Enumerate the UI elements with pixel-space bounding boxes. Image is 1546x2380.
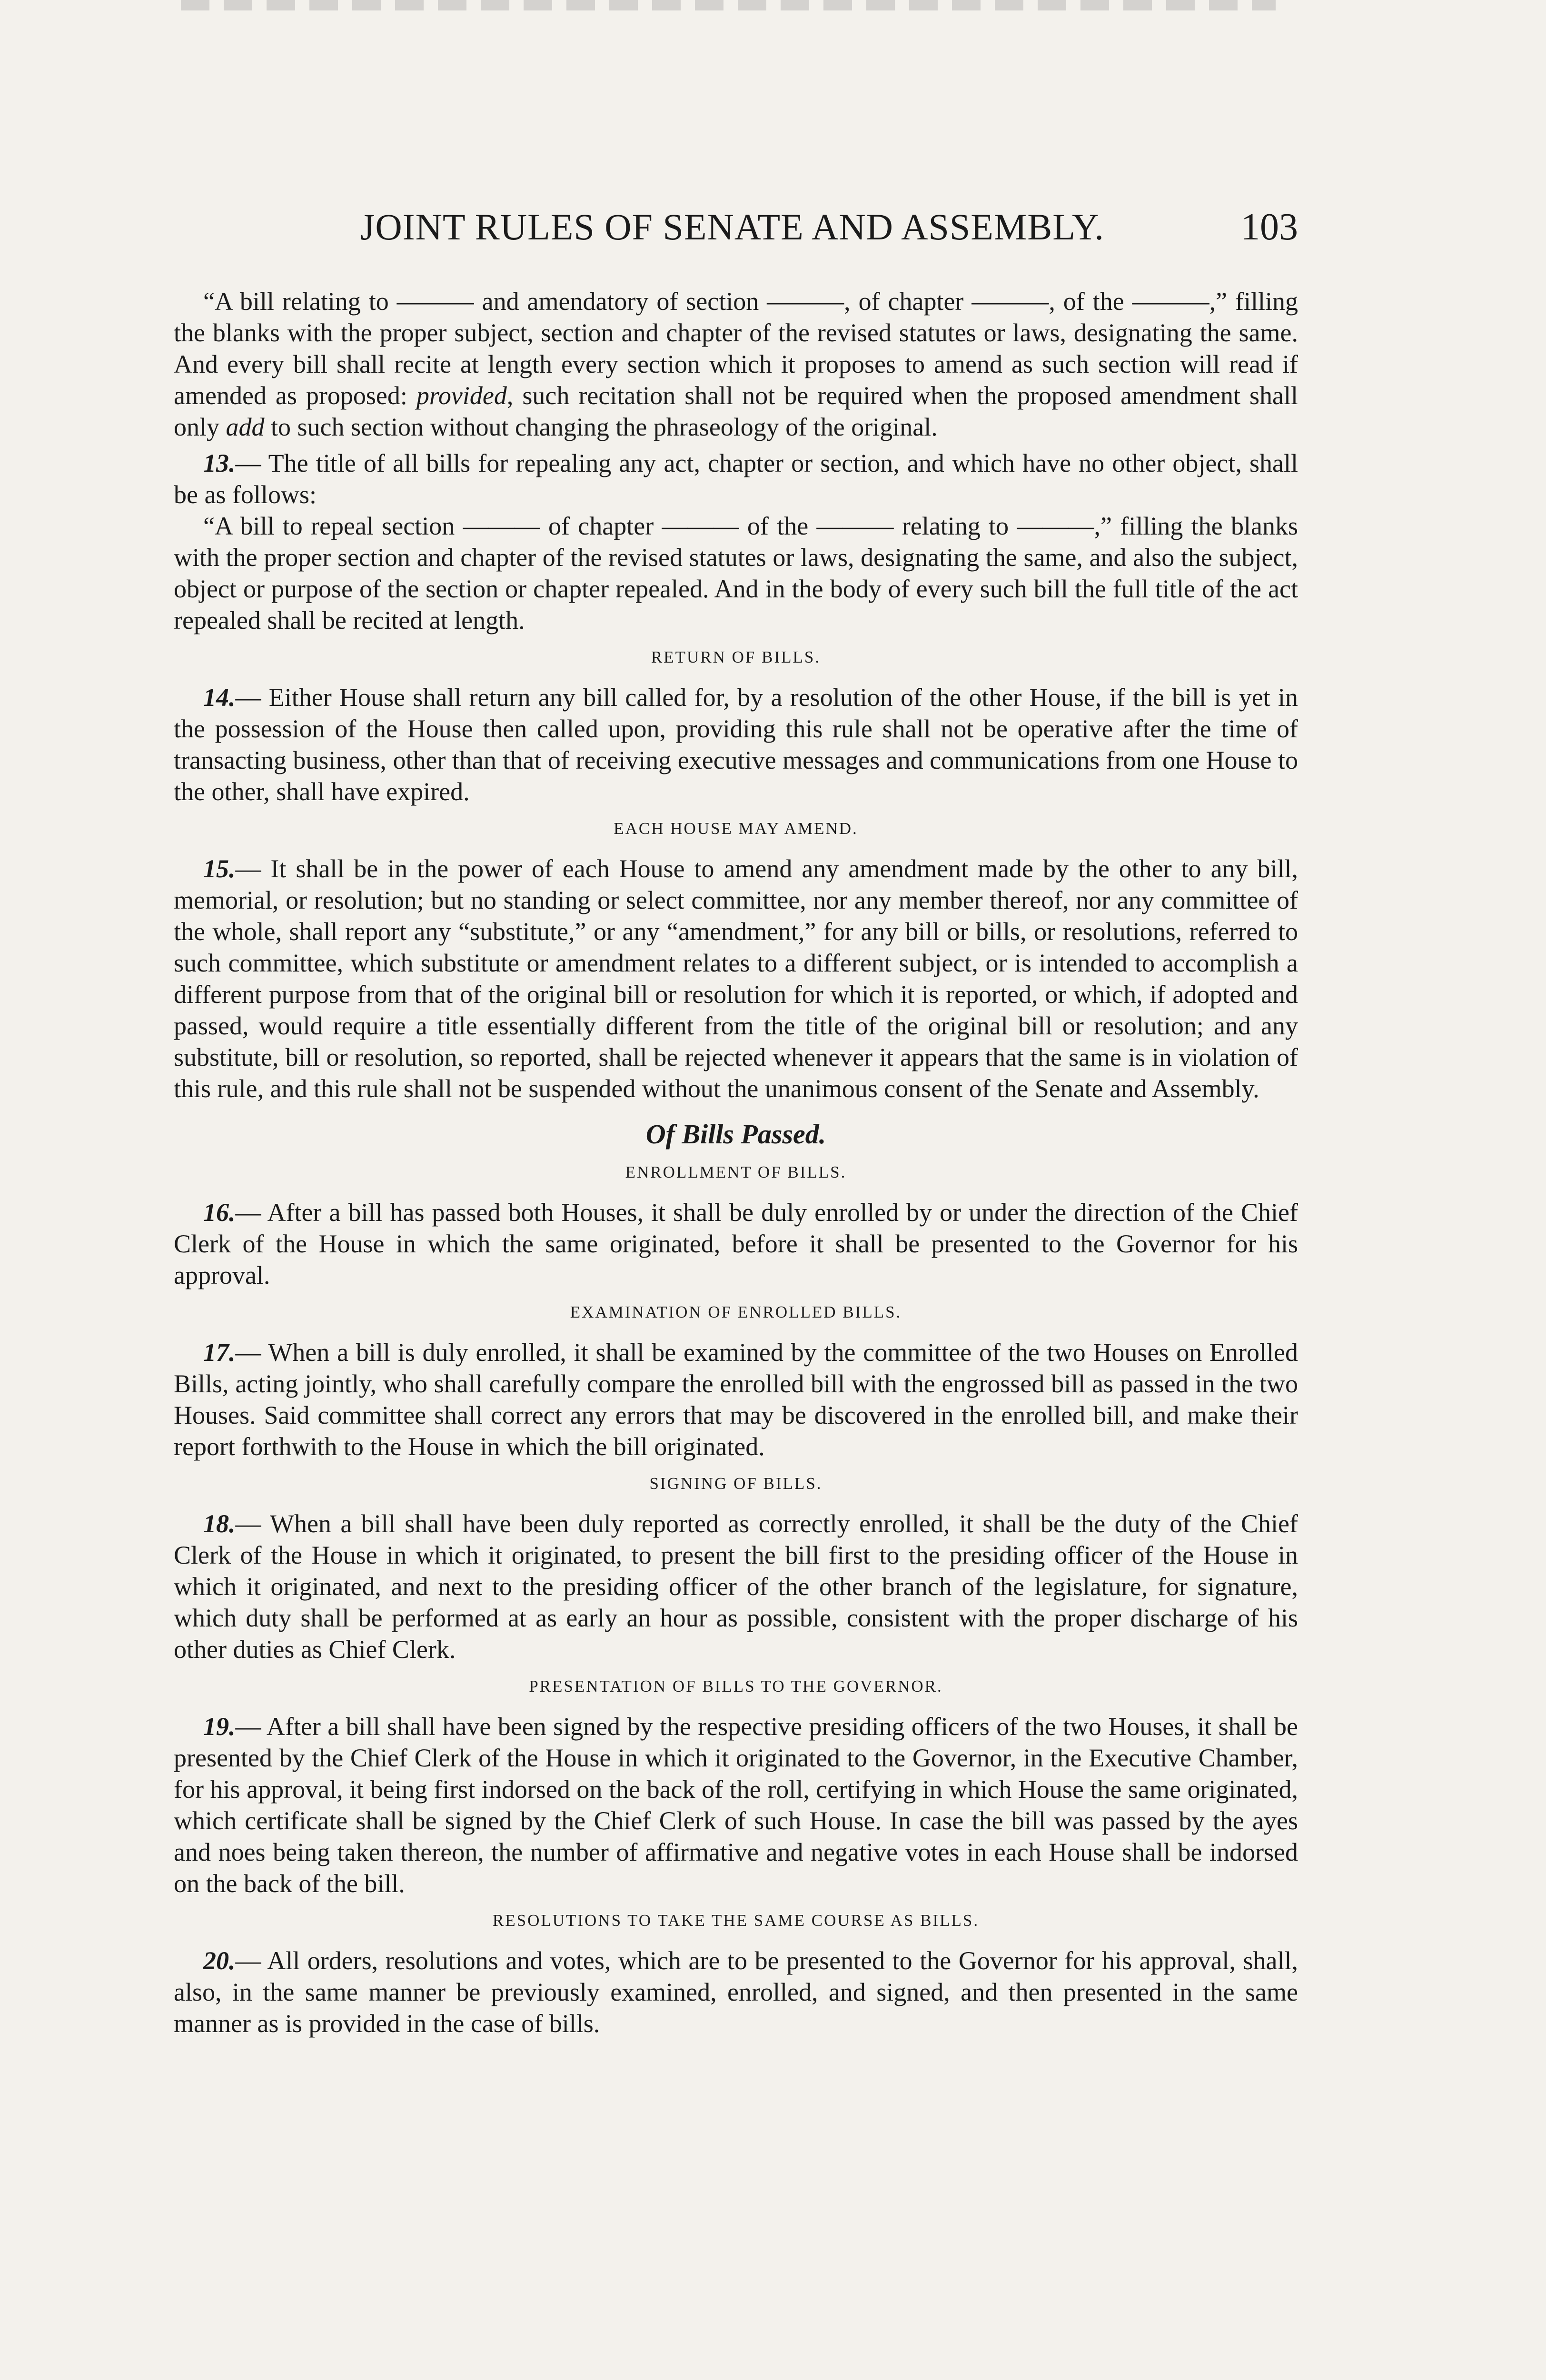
running-head: JOINT RULES OF SENATE AND ASSEMBLY. xyxy=(360,206,1104,248)
rule-19-text: — After a bill shall have been signed by the respective presiding officers of the two Houses, it shall be presented by the Chief Clerk of the House in which it originated to the Governor, in the Executive Chamber, for his approval, it being first indorsed on the back of the roll, certifying in which House the same originated, which certificate shall be signed by the Chief Clerk of such House. In case the bill was passed by the ayes and noes being taken thereon, the number of affirmative and negative votes in each House shall be indorsed on the back of the bill. xyxy=(174,1712,1298,1898)
page-number: 103 xyxy=(1241,206,1298,248)
rule-14-text: — Either House shall return any bill called for, by a resolution of the other House, if the bill is yet in the possession of the House then called upon, providing this rule shall not be operative after the time of transacting business, other than that of receiving executive messages and communications from one House to the other, shall have expired. xyxy=(174,683,1298,806)
heading-resolutions: RESOLUTIONS TO TAKE THE SAME COURSE AS BILLS. xyxy=(492,1911,980,1930)
rule-13-text-2: “A bill to repeal section ——— of chapter ——— of the ——— relating to ———,” filling the blanks with the proper section and chapter of the revised statutes or laws, designating the same, and also the subject, object or purpose of the section or chapter repealed. And in the body of every such bill the full title of the act repealed shall be recited at length. xyxy=(174,512,1298,635)
rule-17-number: 17. xyxy=(203,1338,236,1367)
rule-15-paragraph xyxy=(174,853,1298,1104)
page-body xyxy=(174,286,1298,2044)
intro-add: add xyxy=(226,413,265,441)
rule-15-number: 15. xyxy=(203,854,236,883)
heading-presentation: PRESENTATION OF BILLS TO THE GOVERNOR. xyxy=(529,1677,943,1696)
rule-13-continuation xyxy=(174,510,1298,636)
rule-18-paragraph xyxy=(174,1508,1298,1665)
heading-each-house-may-amend: EACH HOUSE MAY AMEND. xyxy=(614,819,858,838)
rule-18-number: 18. xyxy=(203,1509,236,1538)
rule-16-text: — After a bill has passed both Houses, it shall be duly enrolled by or under the direction of the Chief Clerk of the House in which the same originated, before it shall be presented to the Governor for his approval. xyxy=(174,1198,1298,1289)
rule-18-text: — When a bill shall have been duly reported as correctly enrolled, it shall be the duty of the Chief Clerk of the House in which it originated, to present the bill first to the presiding officer of the House in which it originated, and next to the presiding officer of the other branch of the legislature, for signature, which duty shall be performed at as early an hour as possible, consistent with the proper discharge of his other duties as Chief Clerk. xyxy=(174,1509,1298,1664)
rule-16-number: 16. xyxy=(203,1198,236,1227)
rule-19-number: 19. xyxy=(203,1712,236,1741)
intro-provided: provided xyxy=(416,381,507,410)
intro-text-1: “A bill relating to ——— and amendatory of section ———, of chapter ———, of the ———,” filling the blanks with the proper subject, section and chapter of the revised statutes or laws, designating the same. And every bill shall recite at length every section which it proposes to amend as such section will read if amended as proposed: xyxy=(174,287,1298,410)
heading-enrollment: ENROLLMENT OF BILLS. xyxy=(625,1163,847,1181)
rule-13-paragraph xyxy=(174,447,1298,510)
intro-text-2: , such recitation shall not be required when the proposed amendment shall only xyxy=(174,381,1298,441)
intro-text-3: to such section without changing the phraseology of the original. xyxy=(271,413,938,441)
rule-20-text: — All orders, resolutions and votes, which are to be presented to the Governor for his approval, shall, also, in the same manner be previously examined, enrolled, and signed, and then presented in the same manner as is provided in the case of bills. xyxy=(174,1946,1298,2038)
rule-19-paragraph xyxy=(174,1711,1298,1899)
rule-20-paragraph xyxy=(174,1945,1298,2039)
page-header xyxy=(174,206,1298,263)
rule-17-text: — When a bill is duly enrolled, it shall be examined by the committee of the two Houses on Enrolled Bills, acting jointly, who shall carefully compare the enrolled bill with the engrossed bill as passed in the two Houses. Said committee shall correct any errors that may be discovered in the enrolled bill, and make their report forthwith to the House in which the bill originated. xyxy=(174,1338,1298,1461)
rule-14-number: 14. xyxy=(203,683,236,712)
rule-16-paragraph xyxy=(174,1197,1298,1291)
scan-edge-artifact xyxy=(181,0,1276,10)
rule-14-paragraph xyxy=(174,682,1298,807)
rule-13-number: 13. xyxy=(203,449,236,477)
intro-paragraph xyxy=(174,286,1298,443)
rule-13-text-1: — The title of all bills for repealing any act, chapter or section, and which have no other object, shall be as follows: xyxy=(174,449,1298,509)
rule-20-number: 20. xyxy=(203,1946,236,1975)
section-title-bills-passed: Of Bills Passed. xyxy=(645,1119,826,1150)
rule-17-paragraph xyxy=(174,1337,1298,1462)
heading-signing: SIGNING OF BILLS. xyxy=(649,1474,823,1493)
heading-return-of-bills: RETURN OF BILLS. xyxy=(651,648,821,666)
rule-15-text: — It shall be in the power of each House to amend any amendment made by the other to any bill, memorial, or resolution; but no standing or select committee, nor any member thereof, nor any committee of the whole, shall report any “substitute,” or any “amendment,” for any bill or bills, or resolutions, referred to such committee, which substitute or amendment relates to a different subject, or is intended to accomplish a different purpose from that of the original bill or resolution for which it is reported, or which, if adopted and passed, would require a title essentially different from the title of the original bill or resolution; and any substitute, bill or resolution, so reported, shall be rejected whenever it appears that the same is in violation of this rule, and this rule shall not be suspended without the unanimous consent of the Senate and Assembly. xyxy=(174,854,1298,1103)
heading-examination: EXAMINATION OF ENROLLED BILLS. xyxy=(570,1303,902,1321)
